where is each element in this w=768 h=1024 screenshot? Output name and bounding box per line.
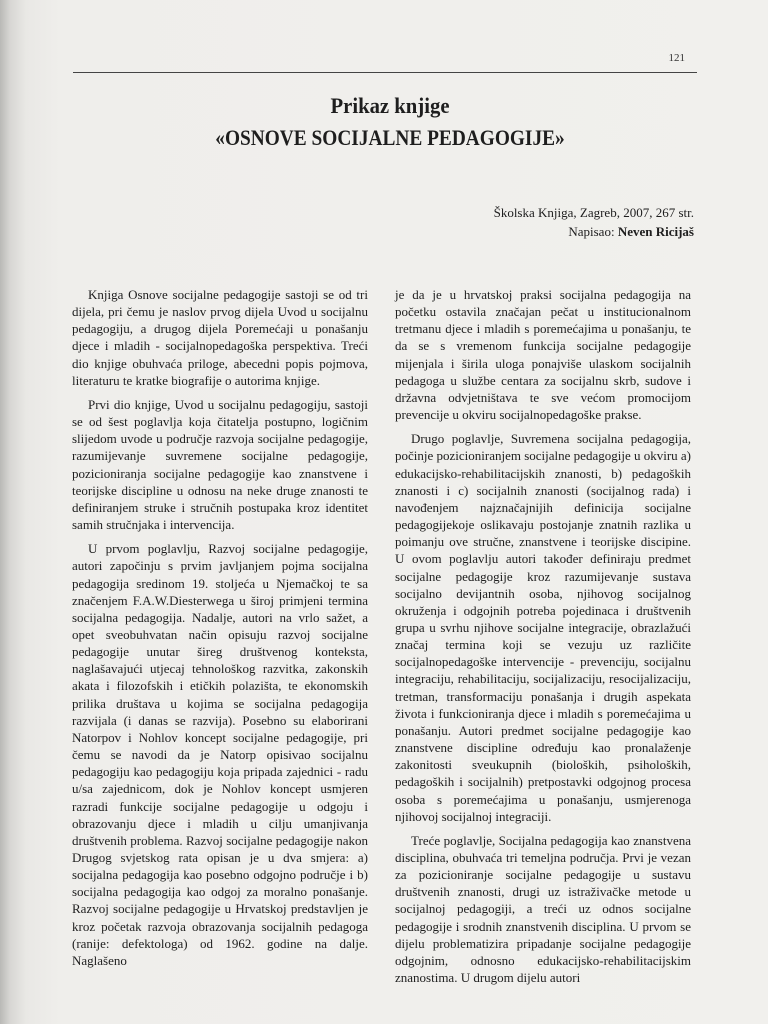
author-label: Napisao: — [568, 224, 615, 239]
paragraph: Prvi dio knjige, Uvod u socijalnu pedagogiju, sastoji se od šest poglavlja koja čitatelja postupno, logičnim slijedom uvode u područje razvoja socijalne pedagogije, razumijevanje suvremene socijalne pedagogije, pozicioniranja socijalne pedagogije kao znanstvene i teorijske discipline u odnosu na neke druge znanosti te definiranjem struke i stručnih postupaka kroz identitet samih stručnjaka i intervencija. — [72, 396, 368, 533]
book-title: «OSNOVE SOCIJALNE PEDAGOGIJE» — [215, 125, 565, 150]
paragraph: U prvom poglavlju, Razvoj socijalne pedagogije, autori započinju s prvim javljanjem pojma socijalna pedagogija sredinom 19. stoljeća u Njemačkoj te sa značenjem F.A.W.Diesterwega u široj primjeni termina socijalna pedagogija. Nadalje, autori na vrlo sažet, a opet sveobuhvatan način opisuju razvoj socijalne pedagogije unutar šireg društvenog konteksta, naglašavajući utjecaj tehnološkog razvitka, zakonskih akata i filozofskih i etičkih polazišta, te ekonomskih prilika društava u kojima se socijalna pedagogija razvijala (i danas se razvija). Posebno su elaborirani Natorpov i Nohlov koncept socijalne pedagogije, pri čemu se navodi da je Natorp opisivao socijalnu pedagogiju kao pedagogiju koja pripada zajednici - radu u/sa zajednicom, dok je Nohlov koncept usmjeren razradi funkcije socijalne pedagogije u odgoju i obrazovanju djece i mladih u cilju umanjivanja društvenih problema. Razvoj socijalne pedagogije nakon Drugog svjetskog rata opisan je u dva smjera: a) socijalna pedagogija kao posebno odgojno područje i b) socijalna pedagogija kao odgoj za moralno ponašanje. Razvoj socijalne pedagogije u Hrvatskoj predstavljen je kroz početak razvoja obrazovanja socijalnih pedagoga (ranije: defektologa) od 1962. godine na dalje. Naglašeno — [72, 541, 368, 968]
right-column — [395, 286, 691, 986]
paragraph: Knjiga Osnove socijalne pedagogije sastoji se od tri dijela, pri čemu je naslov prvog dijela Uvod u socijalnu pedagogiju, a drugog dijela Poremećaji u ponašanju djece i mladih - socijalnopedagoška perspektiva. Treći dio knjige obuhvaća priloge, abecedni popis pojmova, literaturu te kratke biografije o autorima knjige. — [72, 287, 368, 388]
author-name: Neven Ricijaš — [617, 224, 694, 239]
header-rule — [73, 72, 697, 73]
paragraph: je da je u hrvatskoj praksi socijalna pedagogija na početku ostavila značajan pečat u institucionalnom tretmanu djece i mladih s poremećajima u ponašanju, te da se s vremenom funkcija socijalne pedagogije mijenjala i širila uloga ponajviše ulaskom socijalnih pedagoga u službe centara za socijalnu skrb, sudove i državna odvjetništava te sve većom promocijom prevencije u okviru socijalnopedagoške prakse. — [395, 287, 691, 423]
paragraph: Drugo poglavlje, Suvremena socijalna pedagogija, počinje pozicioniranjem socijalne pedagogije u okviru a) edukacijsko-rehabilitacijskih znanosti, b) pedagoških znanosti i c) socijalnih znanosti (socijalnog rada) i navođenjem najznačajnijih definicija socijalne pedagogijekoje oslikavaju postojanje znatnih razlika u poimanju ove stručne, znanstvene i teorijske discipine. U ovom poglavlju autori također definiraju predmet socijalne pedagogije kroz razumijevanje sustava socijalno devijantnih osoba, njihovog socijalnog okruženja i odgojnih potreba pojedinaca i društvenih grupa u svrhu njihove socijalne integracije, obrazlažući značaj termina koji se vezuju uz različite socijalnopedagoške intervencije - prevenciju, socijalnu integraciju, rehabilitaciju, socijalizaciju, resocijalizaciju, tretman, transformaciju ponašanja i drugih aspekata života i funkcioniranja djece i mladih s poremećajima u ponašanju. Autori predmet socijalne pedagogije kao znanstvene discipline određuju kao pronalaženje zakonitosti sveukupnih (bioloških, psiholoških, pedagoških i socijalnih) pretpostavki odgojnog procesa osoba s poremećajima u ponašanju, usmjerenoga njihovoj socijalnoj integraciji. — [395, 431, 692, 824]
paragraph: Treće poglavlje, Socijalna pedagogija kao znanstvena disciplina, obuhvaća tri temeljna područja. Prvi je vezan za pozicioniranje socijalne pedagogije u sustavu društvenih znanosti, drugi uz istraživačke metode u socijalnoj pedagogiji, a treći uz odnos socijalne pedagogije i srodnih znanstvenih disciplina. U prvom se dijelu problematizira pripadanje socijalne pedagogije odgojnim, odnosno edukacijsko-rehabilitacijskim znanostima. U drugom dijelu autori — [395, 832, 691, 986]
publication-info — [294, 203, 694, 241]
title-heading: Prikaz knjige — [330, 93, 450, 118]
left-column — [72, 286, 368, 969]
page-number: 121 — [668, 52, 685, 64]
publication-details: Školska Knjiga, Zagreb, 2007, 267 str. — [493, 205, 694, 220]
title-block — [60, 90, 720, 154]
author-line — [294, 222, 694, 241]
